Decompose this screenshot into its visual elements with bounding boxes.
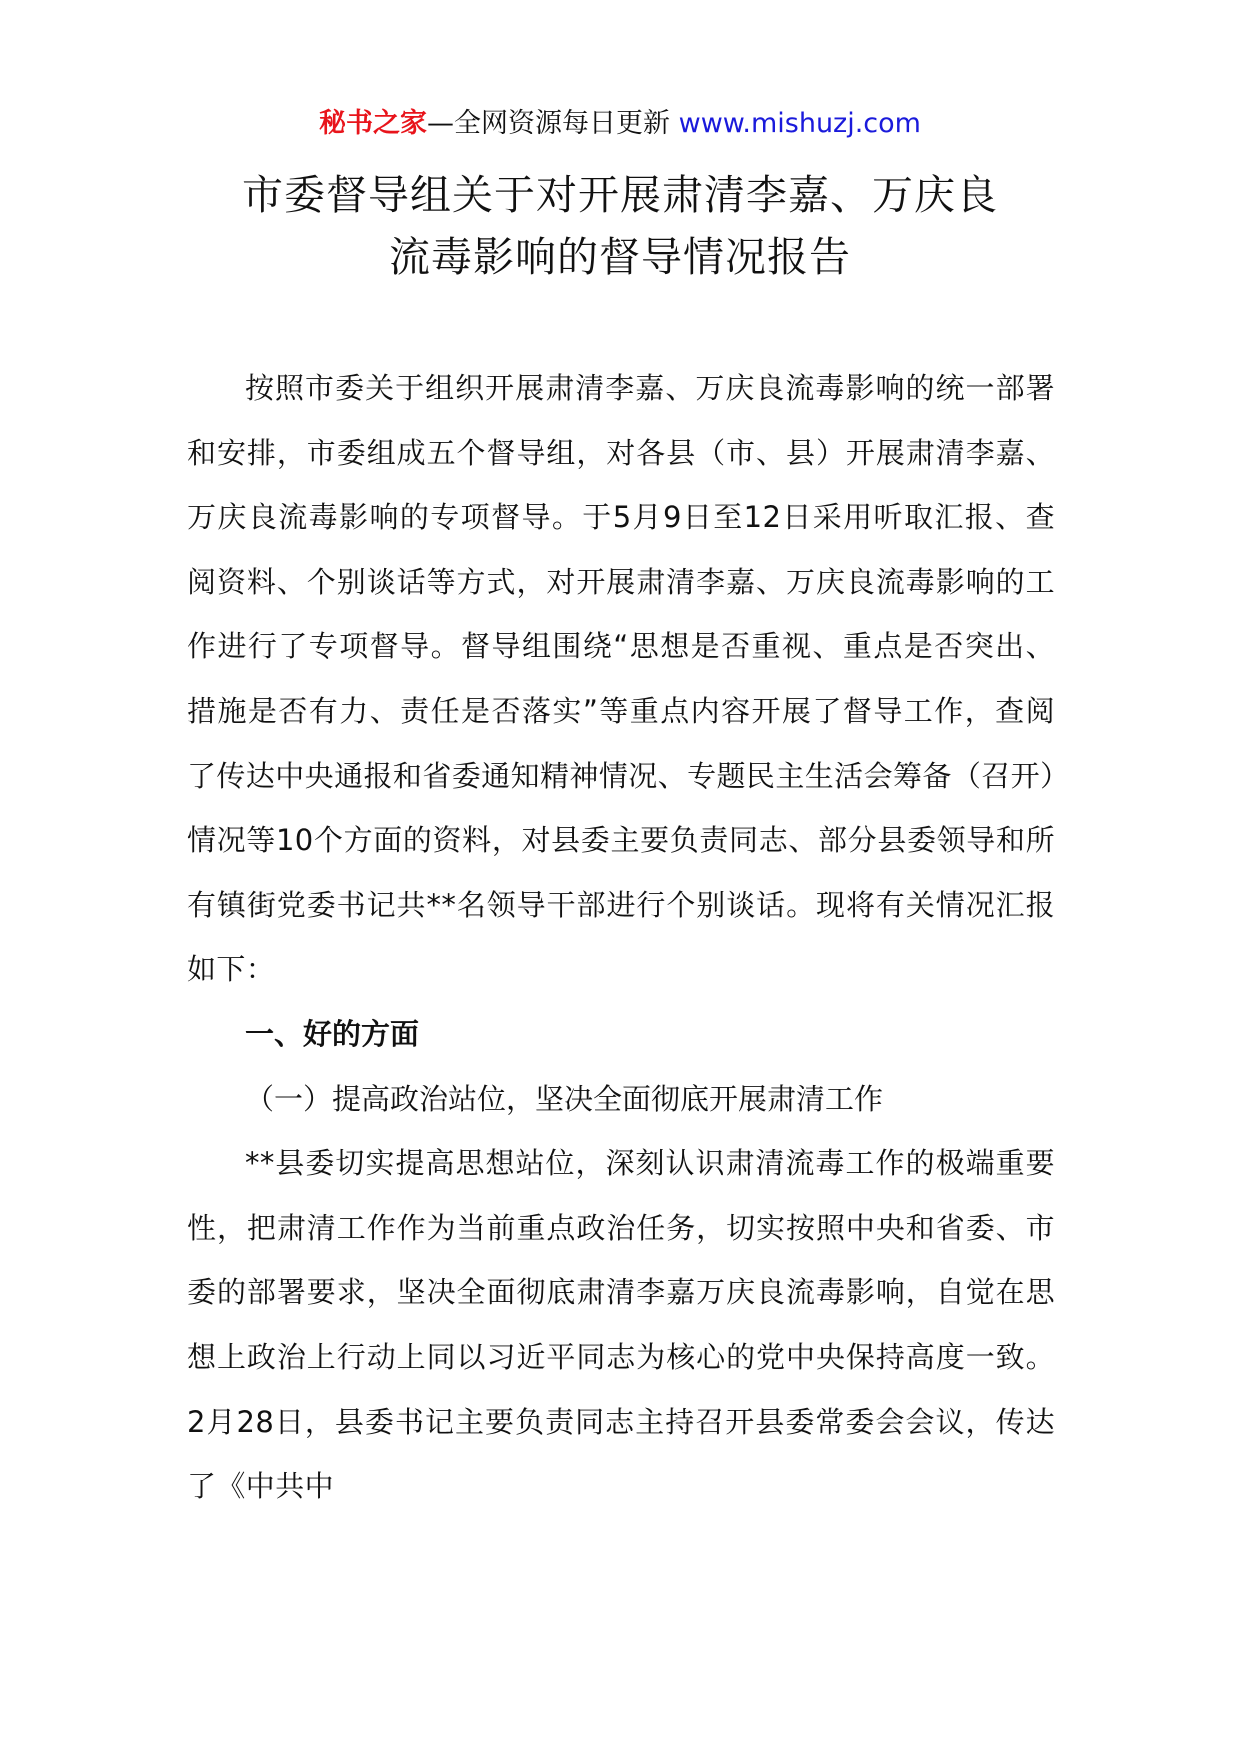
header-slogan: —全网资源每日更新	[427, 108, 679, 139]
document-title	[0, 164, 1240, 288]
brand-name: 秘书之家	[319, 108, 428, 139]
site-url-link[interactable]: www.mishuzj.com	[678, 108, 921, 139]
subsection-heading: （一）提高政治站位，坚决全面彻底开展肃清工作	[245, 1081, 884, 1116]
site-header	[0, 104, 1240, 144]
title-line-1: 市委督导组关于对开展肃清李嘉、万庆良	[242, 171, 998, 219]
section-heading: 一、好的方面	[245, 1016, 420, 1051]
title-line-2: 流毒影响的督导情况报告	[389, 233, 851, 281]
document-body	[187, 356, 1055, 1519]
intro-paragraph: 按照市委关于组织开展肃清李嘉、万庆良流毒影响的统一部署和安排，市委组成五个督导组，对各县（市、县）开展肃清李嘉、万庆良流毒影响的专项督导。于5月9日至12日采用听取汇报、查阅资料、个别谈话等方式，对开展肃清李嘉、万庆良流毒影响的工作进行了专项督导。督导组围绕“思想是否重视、重点是否突出、措施是否有力、责任是否落实”等重点内容开展了督导工作，查阅了传达中央通报和省委通知精神情况、专题民主生活会筹备（召开）情况等10个方面的资料，对县委主要负责同志、部分县委领导和所有镇街党委书记共**名领导干部进行个别谈话。现将有关情况汇报如下：	[187, 371, 1055, 987]
subsection-paragraph: **县委切实提高思想站位，深刻认识肃清流毒工作的极端重要性，把肃清工作作为当前重点政治任务，切实按照中央和省委、市委的部署要求，坚决全面彻底肃清李嘉万庆良流毒影响，自觉在思想上政治上行动上同以习近平同志为核心的党中央保持高度一致。2月28日，县委书记主要负责同志主持召开县委常委会会议，传达了《中共中	[187, 1146, 1055, 1504]
